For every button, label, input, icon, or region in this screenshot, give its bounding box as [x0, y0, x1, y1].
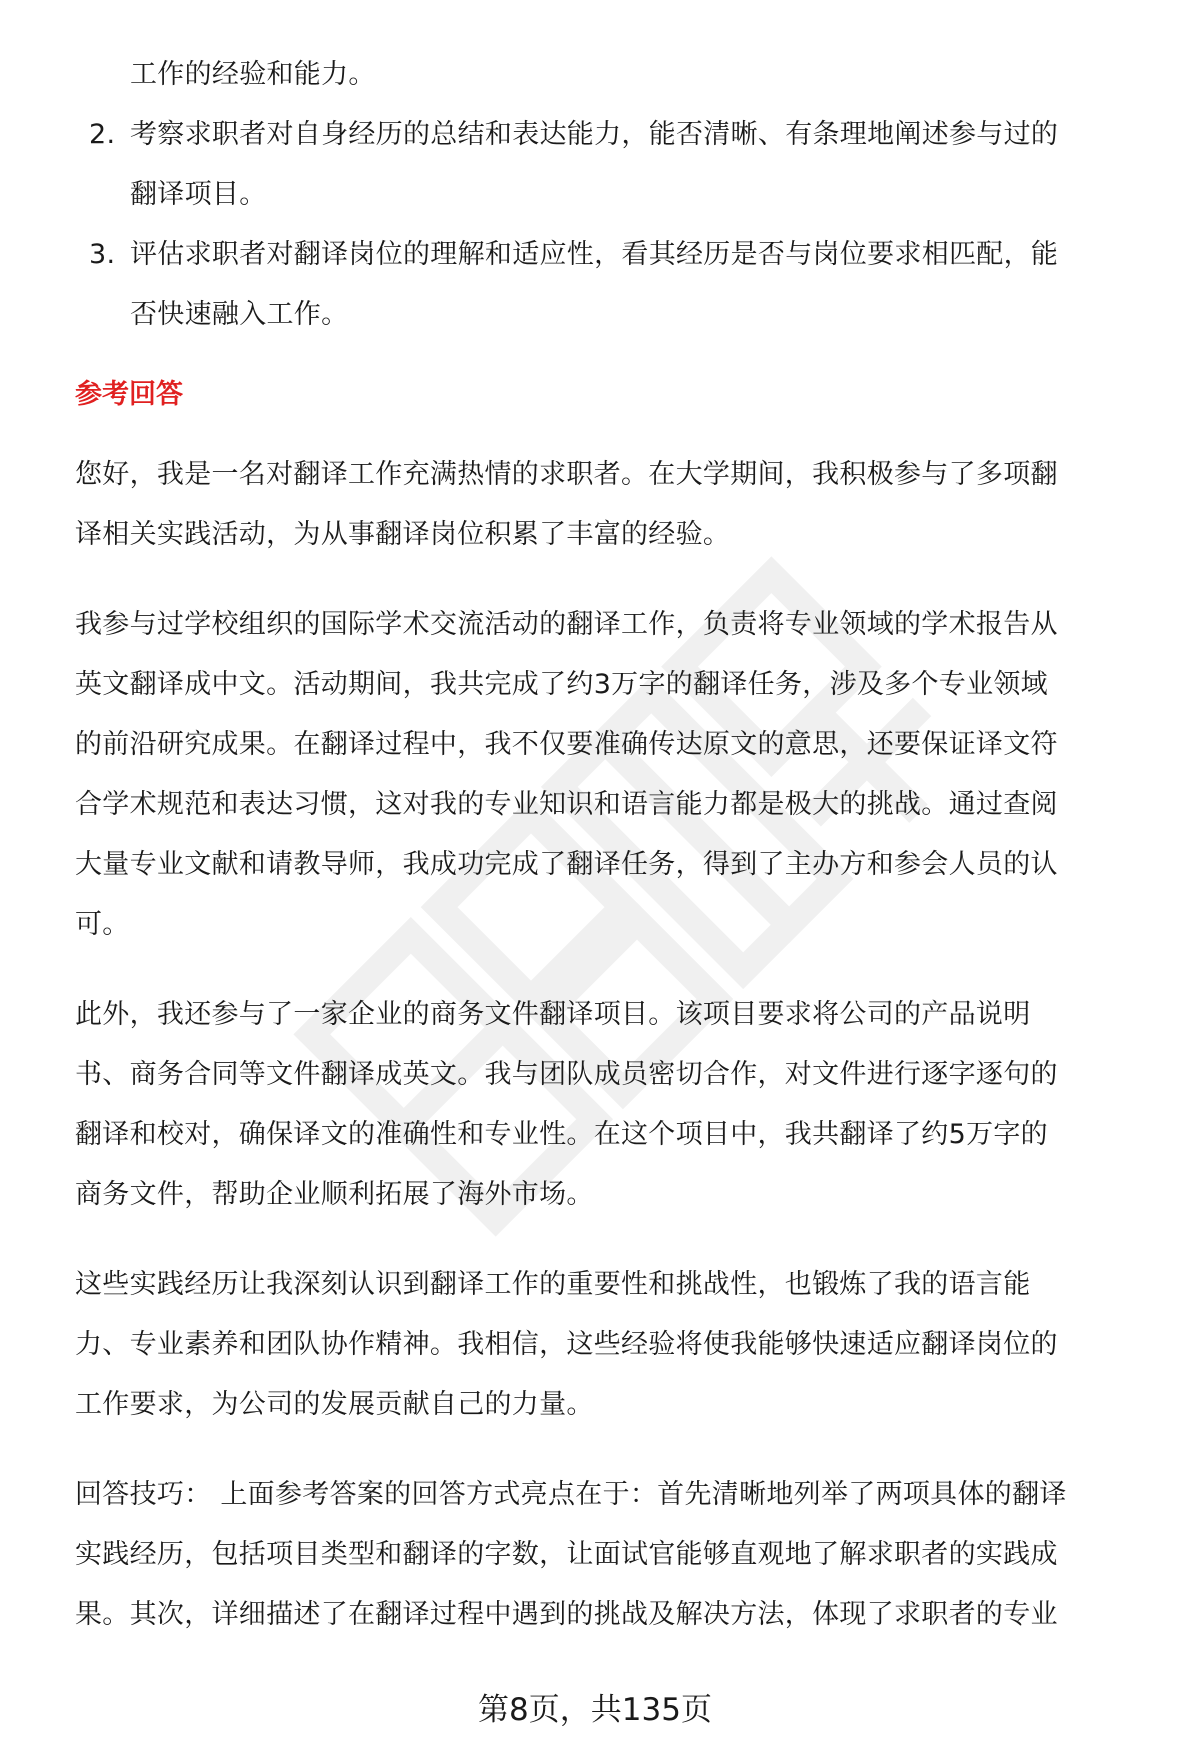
paragraph-line: 书、商务合同等文件翻译成英文。我与团队成员密切合作，对文件进行逐字逐句的 — [75, 1059, 1058, 1090]
paragraph — [75, 445, 1170, 565]
paragraph-line: 商务文件，帮助企业顺利拓展了海外市场。 — [75, 1179, 594, 1210]
list-line: 考察求职者对自身经历的总结和表达能力，能否清晰、有条理地阐述参与过的 — [130, 119, 1059, 150]
paragraph-line: 翻译和校对，确保译文的准确性和专业性。在这个项目中，我共翻译了约5万字的 — [75, 1119, 1048, 1150]
paragraph-line: 您好，我是一名对翻译工作充满热情的求职者。在大学期间，我积极参与了多项翻 — [75, 459, 1058, 490]
page-footer: 第8页，共135页 — [478, 1692, 712, 1728]
paragraph-line: 大量专业文献和请教导师，我成功完成了翻译任务，得到了主办方和参会人员的认 — [75, 849, 1058, 880]
paragraph-line: 这些实践经历让我深刻认识到翻译工作的重要性和挑战性，也锻炼了我的语言能 — [75, 1269, 1031, 1300]
paragraph-line: 的前沿研究成果。在翻译过程中，我不仅要准确传达原文的意思，还要保证译文符 — [75, 729, 1058, 760]
list-line: 翻译项目。 — [130, 179, 267, 210]
numbered-list — [75, 105, 1170, 345]
paragraph — [75, 1465, 1170, 1645]
list-item — [75, 225, 1170, 345]
paragraph-line: 实践经历，包括项目类型和翻译的字数，让面试官能够直观地了解求职者的实践成 — [75, 1539, 1058, 1570]
paragraph-line: 果。其次，详细描述了在翻译过程中遇到的挑战及解决方法，体现了求职者的专业 — [75, 1599, 1058, 1630]
paragraph-line: 可。 — [75, 909, 130, 940]
paragraph-line: 工作要求，为公司的发展贡献自己的力量。 — [75, 1389, 594, 1420]
paragraph-line: 合学术规范和表达习惯，这对我的专业知识和语言能力都是极大的挑战。通过查阅 — [75, 789, 1058, 820]
list-line: 否快速融入工作。 — [130, 299, 349, 330]
document-page — [75, 0, 1170, 1675]
list-number: 2. — [89, 119, 116, 150]
list-number: 3. — [89, 239, 116, 270]
paragraph — [75, 985, 1170, 1225]
paragraph-line: 回答技巧： 上面参考答案的回答方式亮点在于：首先清晰地列举了两项具体的翻译 — [75, 1479, 1067, 1510]
list-continuation: 工作的经验和能力。 — [130, 59, 376, 90]
section-heading: 参考回答 — [75, 379, 183, 410]
paragraph-line: 力、专业素养和团队协作精神。我相信，这些经验将使我能够快速适应翻译岗位的 — [75, 1329, 1058, 1360]
paragraph-line: 英文翻译成中文。活动期间，我共完成了约3万字的翻译任务，涉及多个专业领域 — [75, 669, 1048, 700]
paragraph — [75, 595, 1170, 955]
list-item — [75, 105, 1170, 225]
paragraph — [75, 1255, 1170, 1435]
paragraph-line: 此外，我还参与了一家企业的商务文件翻译项目。该项目要求将公司的产品说明 — [75, 999, 1031, 1030]
paragraph-line: 我参与过学校组织的国际学术交流活动的翻译工作，负责将专业领域的学术报告从 — [75, 609, 1058, 640]
paragraph-line: 译相关实践活动，为从事翻译岗位积累了丰富的经验。 — [75, 519, 731, 550]
list-line: 评估求职者对翻译岗位的理解和适应性，看其经历是否与岗位要求相匹配，能 — [130, 239, 1059, 270]
